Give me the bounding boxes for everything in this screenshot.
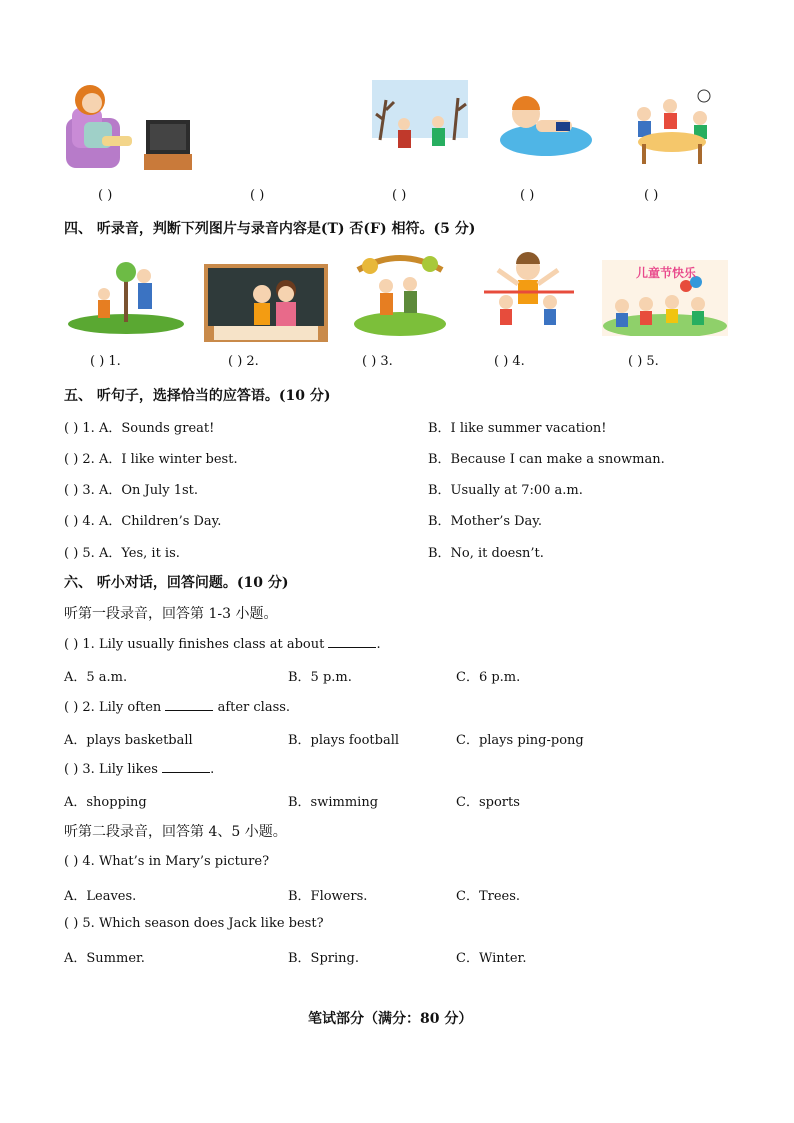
question-option-b[interactable]: B．Mother’s Day. [428, 514, 543, 529]
option-c[interactable]: C．Winter. [456, 951, 527, 966]
written-part-title: 笔试部分（满分：80 分） [308, 1011, 473, 1027]
option-b[interactable]: B．plays football [288, 733, 400, 748]
question-5-stem[interactable]: ( ) 5. Which season does Jack like best? [64, 916, 324, 931]
answer-bracket[interactable]: ( ) [250, 188, 265, 203]
question-option-b[interactable]: B．Because I can make a snowman. [428, 452, 665, 467]
question-1-stem[interactable] [64, 635, 381, 652]
option-a[interactable]: A．shopping [64, 795, 147, 810]
question-option-a[interactable]: ( ) 1. A．Sounds great! [64, 421, 215, 436]
option-a[interactable]: A．plays basketball [64, 733, 193, 748]
section-6-heading: 六、 听小对话，回答问题。(10 分) [64, 575, 289, 591]
option-b[interactable]: B．5 p.m. [288, 670, 352, 685]
answer-bracket[interactable]: ( ) 4. [494, 354, 525, 369]
answer-bracket[interactable]: ( ) 1. [90, 354, 121, 369]
question-3-stem[interactable] [64, 760, 214, 777]
picture-family-dinner [630, 88, 714, 166]
picture-teachers-day-board [204, 264, 328, 342]
option-c[interactable]: C．Trees. [456, 889, 521, 904]
question-text: ( ) 1. Lily usually finishes class at about [64, 637, 325, 652]
answer-blank[interactable] [328, 635, 376, 648]
answer-bracket[interactable]: ( ) [520, 188, 535, 203]
answer-bracket[interactable]: ( ) [392, 188, 407, 203]
option-b[interactable]: B．Flowers. [288, 889, 368, 904]
question-option-b[interactable]: B．I like summer vacation! [428, 421, 607, 436]
option-a[interactable]: A．Summer. [64, 951, 145, 966]
question-tail: . [210, 762, 215, 777]
picture-snow-kids [372, 80, 468, 164]
poster-title: 儿童节快乐 [636, 266, 697, 280]
answer-blank[interactable] [162, 760, 210, 773]
picture-watching-tv [62, 78, 194, 176]
picture-planting-tree [66, 256, 186, 336]
question-4-stem[interactable]: ( ) 4. What’s in Mary’s picture? [64, 854, 270, 869]
question-option-b[interactable]: B．No, it doesn’t. [428, 546, 544, 561]
question-text: ( ) 3. Lily likes [64, 762, 158, 777]
section-4-heading: 四、 听录音，判断下列图片与录音内容是(T) 否(F) 相符。(5 分) [64, 221, 476, 237]
question-2-stem[interactable] [64, 698, 290, 715]
picture-childrens-day-poster [602, 260, 728, 336]
picture-swimming [498, 90, 594, 162]
question-tail: after class. [217, 700, 291, 715]
answer-bracket[interactable]: ( ) 5. [628, 354, 659, 369]
option-b[interactable]: B．Spring. [288, 951, 359, 966]
picture-race-finish [484, 248, 574, 338]
option-a[interactable]: A．Leaves. [64, 889, 137, 904]
option-b[interactable]: B．swimming [288, 795, 379, 810]
question-option-b[interactable]: B．Usually at 7:00 a.m. [428, 483, 583, 498]
option-a[interactable]: A．5 a.m. [64, 670, 128, 685]
question-text: ( ) 2. Lily often [64, 700, 162, 715]
question-option-a[interactable]: ( ) 2. A．I like winter best. [64, 452, 238, 467]
part-2-instruction: 听第二段录音，回答第 4、5 小题。 [64, 824, 287, 840]
option-c[interactable]: C．6 p.m. [456, 670, 521, 685]
answer-bracket[interactable]: ( ) [98, 188, 113, 203]
answer-blank[interactable] [165, 698, 213, 711]
question-option-a[interactable]: ( ) 4. A．Children’s Day. [64, 514, 222, 529]
option-c[interactable]: C．plays ping-pong [456, 733, 584, 748]
question-tail: . [376, 637, 381, 652]
answer-bracket[interactable]: ( ) [644, 188, 659, 203]
answer-bracket[interactable]: ( ) 3. [362, 354, 393, 369]
section-5-heading: 五、 听句子，选择恰当的应答语。(10 分) [64, 388, 331, 404]
option-c[interactable]: C．sports [456, 795, 520, 810]
picture-autumn-hike [352, 250, 448, 338]
question-option-a[interactable]: ( ) 5. A．Yes, it is. [64, 546, 180, 561]
question-option-a[interactable]: ( ) 3. A．On July 1st. [64, 483, 199, 498]
answer-bracket[interactable]: ( ) 2. [228, 354, 259, 369]
part-1-instruction: 听第一段录音，回答第 1-3 小题。 [64, 606, 278, 622]
